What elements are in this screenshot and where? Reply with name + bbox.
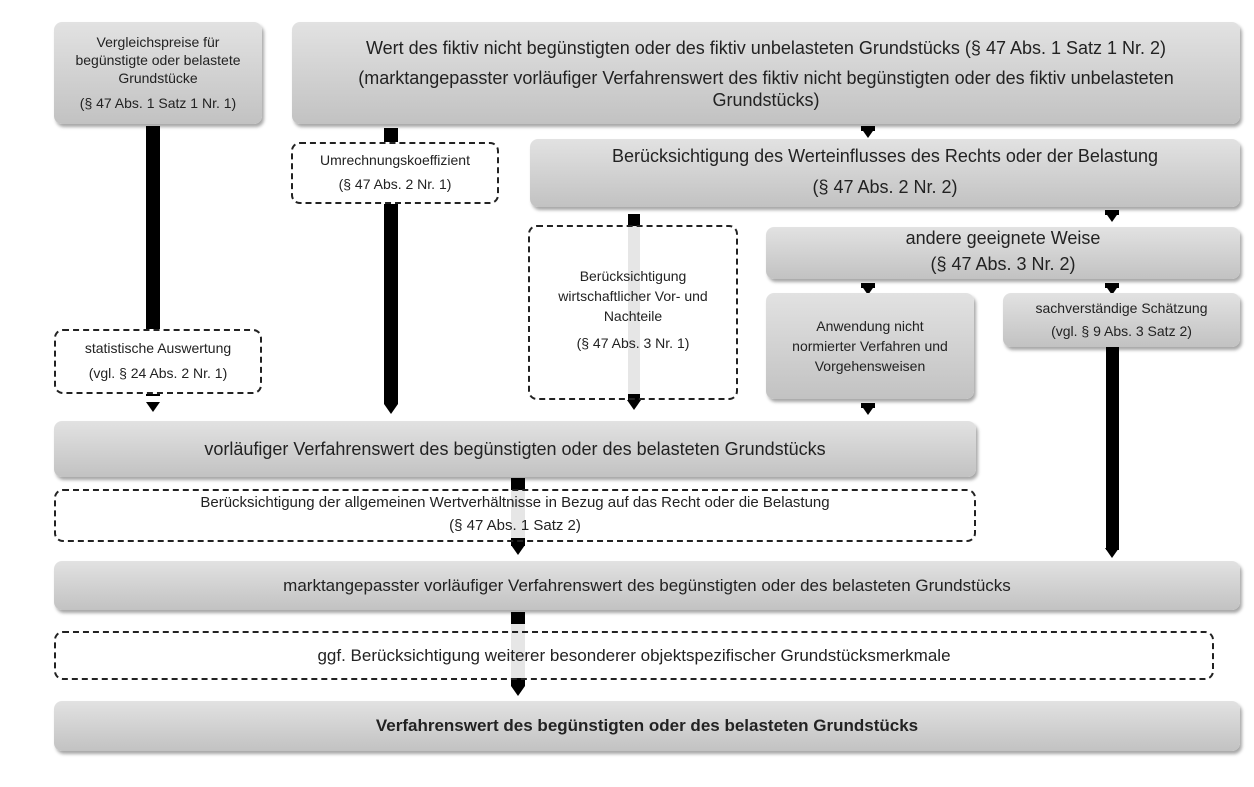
arrowhead-to-werteinfluss [861, 128, 875, 138]
box-andere-weise: andere geeignete Weise (§ 47 Abs. 3 Nr. 2) [766, 227, 1240, 279]
box-marktangepasster-verfahrenswert: marktangepasster vorläufiger Verfahrenswert des begünstigten oder des belasteten Grundstücks [54, 561, 1240, 610]
box-verfahrenswert-final: Verfahrenswert des begünstigten oder des belasteten Grundstücks [54, 701, 1240, 751]
box-schaetzung: sachverständige Schätzung (vgl. § 9 Abs. 3 Satz 2) [1003, 293, 1240, 347]
box-allgemeine-wertverhaeltnisse: Berücksichtigung der allgemeinen Wertverhältnisse in Bezug auf das Recht oder die Belastung (§ 47 Abs. 1 Satz 2) [54, 489, 976, 542]
arrowhead-allgemein [511, 545, 525, 555]
arrowhead-vornachteile [627, 400, 641, 410]
box-werteinfluss: Berücksichtigung des Werteinflusses des Rechts oder der Belastung (§ 47 Abs. 2 Nr. 2) [530, 139, 1240, 207]
box-umrechnungskoeffizient: Umrechnungskoeffizient (§ 47 Abs. 2 Nr. 1) [291, 142, 499, 204]
box-vergleichspreise: Vergleichspreise für begünstigte oder belastete Grundstücke (§ 47 Abs. 1 Satz 1 Nr. 1) [54, 22, 262, 124]
box-vorlaeufiger-verfahrenswert: vorläufiger Verfahrenswert des begünstigten oder des belasteten Grundstücks [54, 421, 976, 477]
box-besondere-merkmale: ggf. Berücksichtigung weiterer besonderer objektspezifischer Grundstücksmerkmale [54, 631, 1214, 680]
box-statistische-auswertung: statistische Auswertung (vgl. § 24 Abs. 2 Nr. 1) [54, 329, 262, 394]
arrowhead-vergleich [146, 402, 160, 412]
arrowhead-to-andere [1105, 212, 1119, 222]
arrowhead-nichtnormiert-down [861, 405, 875, 415]
box-nicht-normiert: Anwendung nicht normierter Verfahren und Vorgehensweisen [766, 293, 974, 399]
arrowhead-besondere [511, 686, 525, 696]
box-vor-nachteile: Berücksichtigung wirtschaftlicher Vor- und Nachteile (§ 47 Abs. 3 Nr. 1) [528, 225, 738, 400]
connector-schaetzung-bar [1106, 346, 1119, 550]
box-wert-fiktiv: Wert des fiktiv nicht begünstigten oder des fiktiv unbelasteten Grundstücks (§ 47 Abs. 1 Satz 1 Nr. 2) (marktangepasster vorläufiger Verfahrenswert des fiktiv nicht begünstigten oder des fiktiv unbelasteten Grundstücks) [292, 22, 1240, 124]
arrowhead-schaetzung [1105, 548, 1119, 558]
arrowhead-umrechnung [384, 404, 398, 414]
